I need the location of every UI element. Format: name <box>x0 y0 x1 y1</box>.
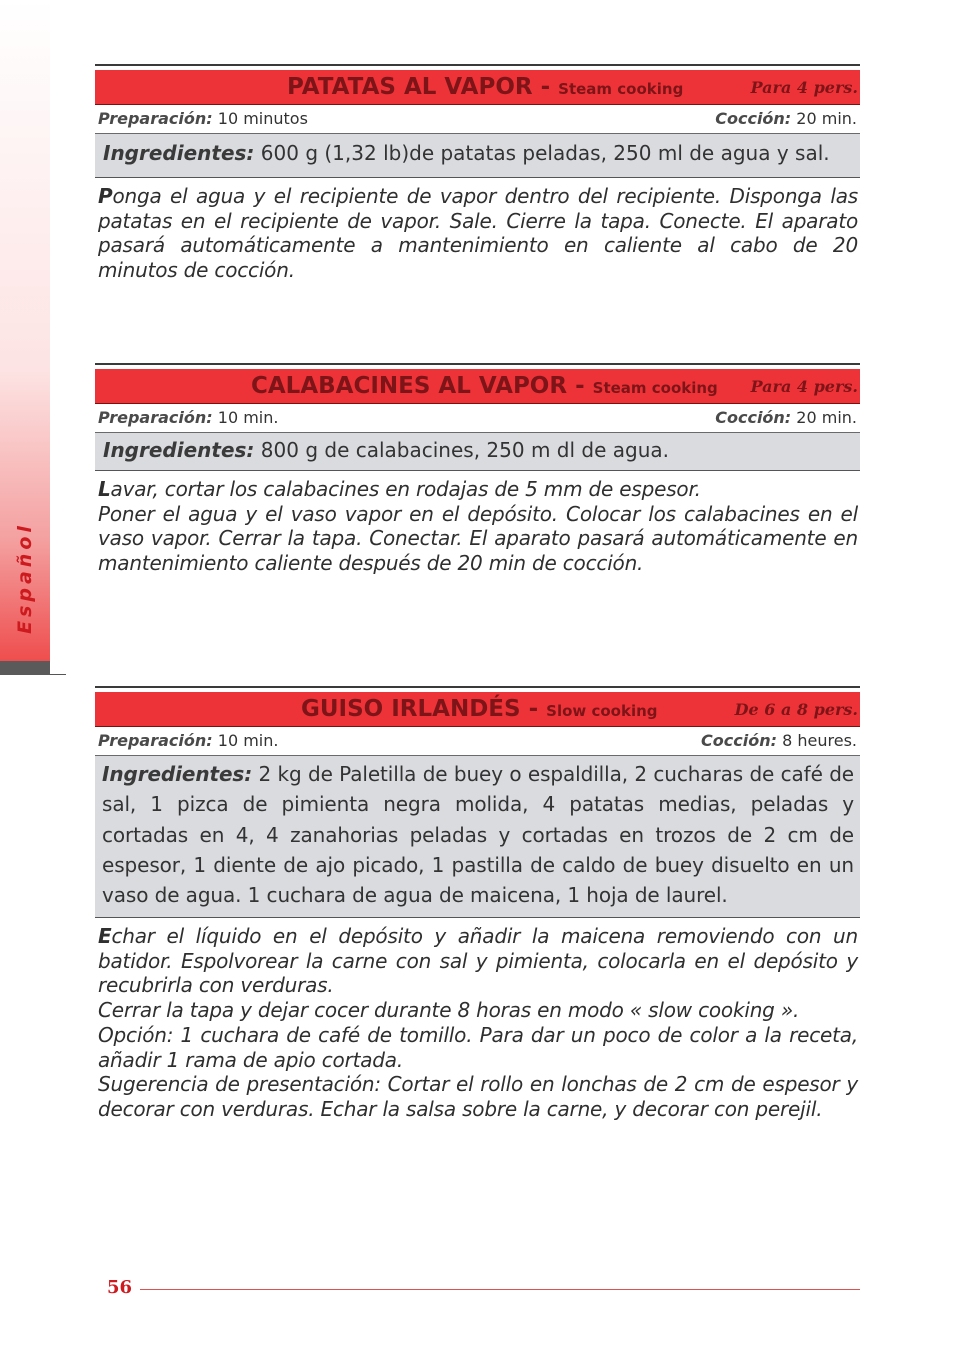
recipe-title-text: PATATAS AL VAPOR - <box>287 74 551 100</box>
instruction-text: avar, cortar los calabacines en rodajas de 5 mm de espesor. <box>110 477 701 501</box>
recipe-card <box>95 363 860 576</box>
instruction-text: Cerrar la tapa y dejar cocer durante 8 horas en modo « slow cooking ». <box>98 998 800 1023</box>
instruction-text: onga el agua y el recipiente de vapor dentro del recipiente. Disponga las patatas en el recipiente de vapor. Sale. Cierre la tapa. Conecte. El aparato pasará automáticamente a mantenimiento en caliente al cabo de 20 minutos de cocción. <box>98 184 858 283</box>
prep-value: 10 min. <box>217 408 279 427</box>
instruction-text: Opción: 1 cuchara de café de tomillo. Para dar un poco de color a la receta, añadir 1 rama de apio cortada. <box>98 1022 858 1072</box>
drop-initial: E <box>98 924 112 948</box>
recipe-title <box>287 73 683 103</box>
recipe-title <box>251 372 718 402</box>
recipe-title-bar <box>95 692 860 727</box>
drop-initial: L <box>98 477 111 501</box>
divider <box>95 64 860 66</box>
ingredients-label: Ingredientes: <box>102 762 253 786</box>
instruction-paragraph <box>98 998 858 1023</box>
instruction-paragraph <box>98 184 858 283</box>
divider <box>95 686 860 688</box>
instruction-paragraph <box>98 1072 858 1121</box>
cook-time <box>715 109 857 128</box>
cook-value: 20 min. <box>796 109 857 128</box>
prep-time <box>98 731 278 750</box>
cook-time <box>701 731 857 750</box>
recipe-title-bar <box>95 70 860 105</box>
cook-label: Cocción: <box>715 109 792 128</box>
ingredients-box <box>95 756 860 918</box>
cook-value: 8 heures. <box>782 731 857 750</box>
time-row <box>95 404 860 433</box>
cook-label: Cocción: <box>715 408 792 427</box>
cook-label: Cocción: <box>701 731 778 750</box>
cooking-mode: Slow cooking <box>546 702 658 720</box>
recipe-card <box>95 64 860 283</box>
prep-label: Preparación: <box>98 731 213 750</box>
instructions <box>95 471 860 576</box>
recipe-title-text: CALABACINES AL VAPOR - <box>251 373 585 399</box>
ingredients-box <box>95 134 860 178</box>
language-tab <box>2 520 48 635</box>
language-label: Español <box>14 521 36 634</box>
side-bar-divider <box>0 661 50 675</box>
instruction-text: Sugerencia de presentación: Cortar el rollo en lonchas de 2 cm de espesor y decorar con verduras. Echar la salsa sobre la carne, y decorar con perejil. <box>98 1072 858 1121</box>
recipe-card <box>95 686 860 1122</box>
instruction-text: char el líquido en el depósito y añadir la maicena removiendo con un batidor. Espolvorear la carne con sal y pimienta, colocarla en el depósito y recubrirla con verduras. <box>98 924 858 998</box>
time-row <box>95 105 860 134</box>
cooking-mode: Steam cooking <box>558 80 684 98</box>
ingredients-text: 800 g de calabacines, 250 m dl de agua. <box>260 438 669 462</box>
ingredients-box <box>95 433 860 471</box>
footer-divider <box>140 1289 860 1290</box>
cooking-mode: Steam cooking <box>592 379 718 397</box>
servings: Para 4 pers. <box>750 377 858 396</box>
servings: De 6 a 8 pers. <box>734 700 858 719</box>
prep-value: 10 minutos <box>217 109 308 128</box>
prep-value: 10 min. <box>217 731 279 750</box>
divider <box>95 363 860 365</box>
recipe-title-bar <box>95 369 860 404</box>
prep-label: Preparación: <box>98 408 213 427</box>
ingredients-label: Ingredientes: <box>103 141 255 165</box>
side-tick-divider <box>50 674 66 675</box>
prep-time <box>98 408 278 427</box>
ingredients-text: 600 g (1,32 lb)de patatas peladas, 250 ml de agua y sal. <box>260 141 830 165</box>
instructions <box>95 918 860 1122</box>
prep-label: Preparación: <box>98 109 213 128</box>
servings: Para 4 pers. <box>750 78 858 97</box>
ingredients-text: 2 kg de Paletilla de buey o espaldilla, 2 cucharas de café de sal, 1 pizca de pimienta negra molida, 4 patatas medias, peladas y cortadas en 4, 4 zanahorias peladas y cortadas en trozos de 2 cm de espesor, 1 diente de ajo picado, 1 pastilla de caldo de buey disuelto en un vaso de agua. 1 cuchara de agua de maicena, 1 hoja de laurel. <box>102 762 854 908</box>
page-number: 56 <box>107 1277 133 1298</box>
instruction-paragraph <box>98 477 858 502</box>
instruction-paragraph <box>98 502 858 576</box>
instruction-paragraph <box>98 1023 858 1072</box>
instruction-paragraph <box>98 924 858 998</box>
cook-time <box>715 408 857 427</box>
instruction-text: Poner el agua y el vaso vapor en el depósito. Colocar los calabacines en el vaso vapor. Cerrar la tapa. Conectar. El aparato pasará automáticamente en mantenimiento caliente después de 20 min de cocción. <box>98 501 858 576</box>
cook-value: 20 min. <box>796 408 857 427</box>
recipe-title-text: GUISO IRLANDÉS - <box>301 696 539 722</box>
prep-time <box>98 109 308 128</box>
time-row <box>95 727 860 756</box>
drop-initial: P <box>98 184 113 208</box>
recipe-title <box>301 695 658 725</box>
instructions <box>95 178 860 283</box>
ingredients-label: Ingredientes: <box>103 438 255 462</box>
